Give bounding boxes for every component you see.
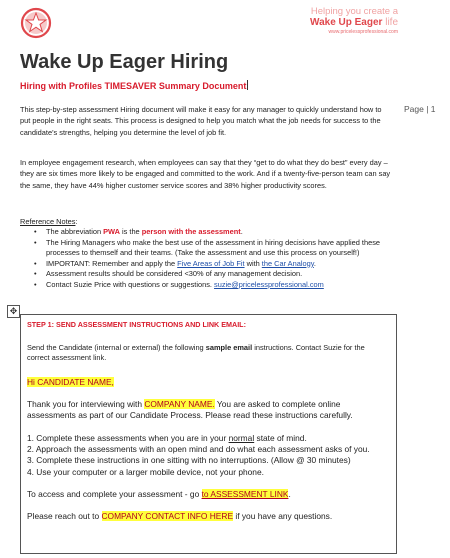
sample-email	[27, 377, 389, 523]
assessment-link-placeholder[interactable]: to ASSESSMENT LINK	[201, 488, 289, 499]
reference-heading-text: Reference Notes	[20, 217, 76, 226]
document-subtitle[interactable]	[20, 80, 248, 91]
list-item: • Contact Suzie Price with questions or suggestions. suzie@pricelessprofessional.com	[34, 280, 394, 291]
tagline-life: life	[382, 17, 398, 28]
email-thank-you: Thank you for interviewing with COMPANY NAME. You are asked to complete online assessments as part of our Candidate Process. Please read these instructions carefully.	[27, 399, 353, 421]
email-greeting: Hi CANDIDATE NAME,	[27, 376, 114, 387]
list-item: • IMPORTANT: Remember and apply the Five Areas of Job Fit with the Car Analogy.	[34, 259, 394, 270]
subtitle-text: Hiring with Profiles TIMESAVER Summary Document	[20, 81, 247, 91]
text-cursor	[247, 80, 248, 90]
email-instruction-3: 3. Complete these instructions in one sitting with no interruptions. (Allow @ 30 minutes)	[27, 455, 351, 466]
contact-email-link[interactable]: suzie@pricelessprofessional.com	[214, 279, 324, 289]
list-item: • The Hiring Managers who make the best use of the assessment in hiring decisions have applied these processes to themself and their teams. (Take the assessment and use this process on yourself!)	[34, 238, 394, 259]
candidate-name-placeholder: CANDIDATE NAME,	[37, 376, 114, 387]
step-1-heading: STEP 1: SEND ASSESSMENT INSTRUCTIONS AND LINK EMAIL:	[27, 320, 246, 329]
email-instruction-2: 2. Approach the assessments with an open mind and do what each assessment asks of you.	[27, 444, 370, 454]
list-item: • The abbreviation PWA is the person with the assessment.	[34, 227, 394, 238]
company-name-placeholder: COMPANY NAME.	[144, 399, 215, 410]
car-analogy-link[interactable]: the Car Analogy	[261, 258, 314, 268]
brand-star-logo-icon	[20, 7, 52, 39]
pwa-abbrev: PWA	[103, 227, 120, 236]
intro-paragraph: This step-by-step assessment Hiring document will make it easy for any manager to quickly understand how to put people in the right seats. This process is designed to help you match what the job needs for success to the candidate’s strengths, helping you determine the level of job fit.	[20, 105, 382, 137]
page-number: Page | 1	[404, 104, 436, 114]
reference-notes-heading: Reference Notes:	[20, 217, 78, 226]
email-reach-out: Please reach out to COMPANY CONTACT INFO HERE if you have any questions.	[27, 511, 333, 522]
tagline-url[interactable]: www.pricelessprofessional.com	[328, 29, 398, 35]
header-tagline	[310, 6, 398, 36]
pwa-definition: person with the assessment	[141, 227, 241, 236]
list-item: • Assessment results should be considered <30% of any management decision.	[34, 269, 394, 280]
five-areas-link[interactable]: Five Areas of Job Fit	[177, 258, 245, 268]
reference-notes-list	[34, 227, 394, 291]
send-instructions: Send the Candidate (internal or external) the following sample email instructions. Contact Suzie for the correct assessment link.	[27, 343, 365, 363]
document-title: Wake Up Eager Hiring	[20, 51, 229, 73]
company-contact-placeholder: COMPANY CONTACT INFO HERE	[101, 511, 234, 522]
tagline-line-1: Helping you create a	[310, 6, 398, 17]
step-1-box	[20, 314, 397, 554]
sample-email-bold: sample email	[205, 343, 253, 352]
table-move-handle-icon[interactable]: ✥	[7, 305, 20, 318]
tagline-line-2	[310, 17, 398, 28]
research-paragraph: In employee engagement research, when employees can say that they “get to do what they do best” every day – they are six times more likely to be engaged and committed to the work. And if a twenty-five-person team can say the same, they have 44% higher customer service scores and 38% higher productivity scores.	[20, 158, 391, 190]
email-instruction-1: 1. Complete these assessments when you are in your normal state of mind.	[27, 432, 307, 443]
tagline-brand: Wake Up Eager	[310, 17, 383, 28]
email-access-line: To access and complete your assessment - go to ASSESSMENT LINK.	[27, 488, 291, 499]
email-instruction-4: 4. Use your computer or a larger mobile device, not your phone.	[27, 466, 264, 477]
